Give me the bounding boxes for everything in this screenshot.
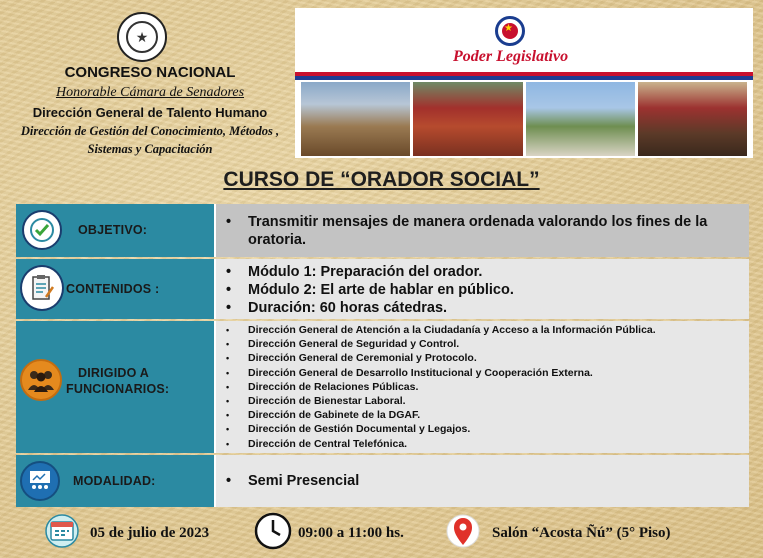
header-direccion-general: Dirección General de Talento Humano	[32, 105, 268, 120]
photo-session	[638, 82, 747, 156]
dirigido-item: • Dirección General de Seguridad y Control.	[226, 337, 656, 351]
header-congreso: CONGRESO NACIONAL	[64, 64, 236, 81]
row-dirigido	[16, 321, 749, 453]
banner-title: Poder Legislativo	[453, 48, 569, 65]
footer-location	[446, 512, 671, 555]
contenidos-item-2: • Módulo 2: El arte de hablar en público.	[226, 281, 514, 299]
modalidad-label-cell	[16, 455, 216, 507]
modalidad-content	[216, 455, 749, 507]
contenidos-item-1: • Módulo 1: Preparación del orador.	[226, 263, 514, 281]
dirigido-content	[216, 321, 749, 453]
paraguay-emblem-icon	[495, 16, 525, 46]
footer-date	[42, 514, 209, 553]
dirigido-item: • Dirección de Relaciones Públicas.	[226, 380, 656, 394]
row-objetivo	[16, 204, 749, 257]
people-icon	[20, 359, 62, 401]
header-direccion-gestion-2: Sistemas y Capacitación	[87, 142, 213, 156]
header-honorable: Honorable Cámara de Senadores	[55, 85, 245, 100]
calendar-icon	[42, 514, 84, 553]
dirigido-label-cell	[16, 321, 216, 453]
footer-location-text: Salón “Acosta Ñú” (5° Piso)	[492, 525, 671, 541]
photo-courtyard	[526, 82, 635, 156]
footer-time	[254, 512, 404, 555]
row-modalidad	[16, 455, 749, 507]
row-contenidos	[16, 259, 749, 319]
course-title: CURSO DE “ORADOR SOCIAL”	[223, 168, 540, 191]
dirigido-item: • Dirección de Central Telefónica.	[226, 437, 656, 451]
dirigido-item: • Dirección de Bienestar Laboral.	[226, 394, 656, 408]
clock-icon	[254, 512, 292, 555]
dirigido-item: • Dirección General de Atención a la Ciudadanía y Acceso a la Información Pública.	[226, 323, 656, 337]
objetivo-label: OBJETIVO:	[78, 223, 148, 237]
dirigido-item: • Dirección de Gestión Documental y Legajos.	[226, 422, 656, 436]
modalidad-item: • Semi Presencial	[226, 472, 359, 490]
contenidos-content	[216, 259, 749, 319]
checklist-icon	[22, 210, 62, 250]
dirigido-label-1: DIRIGIDO A	[78, 366, 149, 380]
footer-date-text: 05 de julio de 2023	[90, 525, 210, 541]
photo-building	[301, 82, 410, 156]
presentation-icon	[20, 461, 60, 501]
building-photos	[301, 82, 747, 156]
senate-seal-icon: ★	[117, 12, 167, 62]
objetivo-item: • Transmitir mensajes de manera ordenada valorando los fines de la oratoria.	[226, 213, 726, 249]
contenidos-label-cell	[16, 259, 216, 319]
dirigido-label-2: FUNCIONARIOS:	[66, 382, 170, 396]
dirigido-item: • Dirección General de Desarrollo Institucional y Cooperación Externa.	[226, 366, 656, 380]
dirigido-item: • Dirección de Gabinete de la DGAF.	[226, 408, 656, 422]
contenidos-item-3: • Duración: 60 horas cátedras.	[226, 299, 514, 317]
contenidos-label: CONTENIDOS :	[66, 282, 160, 296]
dirigido-item: • Dirección General de Ceremonial y Protocolo.	[226, 351, 656, 365]
objetivo-label-cell	[16, 204, 216, 257]
footer-time-text: 09:00 a 11:00 hs.	[298, 525, 404, 541]
poder-legislativo-banner	[295, 8, 753, 158]
clipboard-icon	[20, 265, 64, 311]
photo-chamber	[413, 82, 522, 156]
location-pin-icon	[446, 512, 480, 555]
blue-stripe	[295, 76, 753, 80]
header-direccion-gestion-1: Dirección de Gestión del Conocimiento, Métodos ,	[20, 124, 280, 138]
objetivo-content	[216, 204, 749, 257]
modalidad-label: MODALIDAD:	[73, 474, 156, 488]
